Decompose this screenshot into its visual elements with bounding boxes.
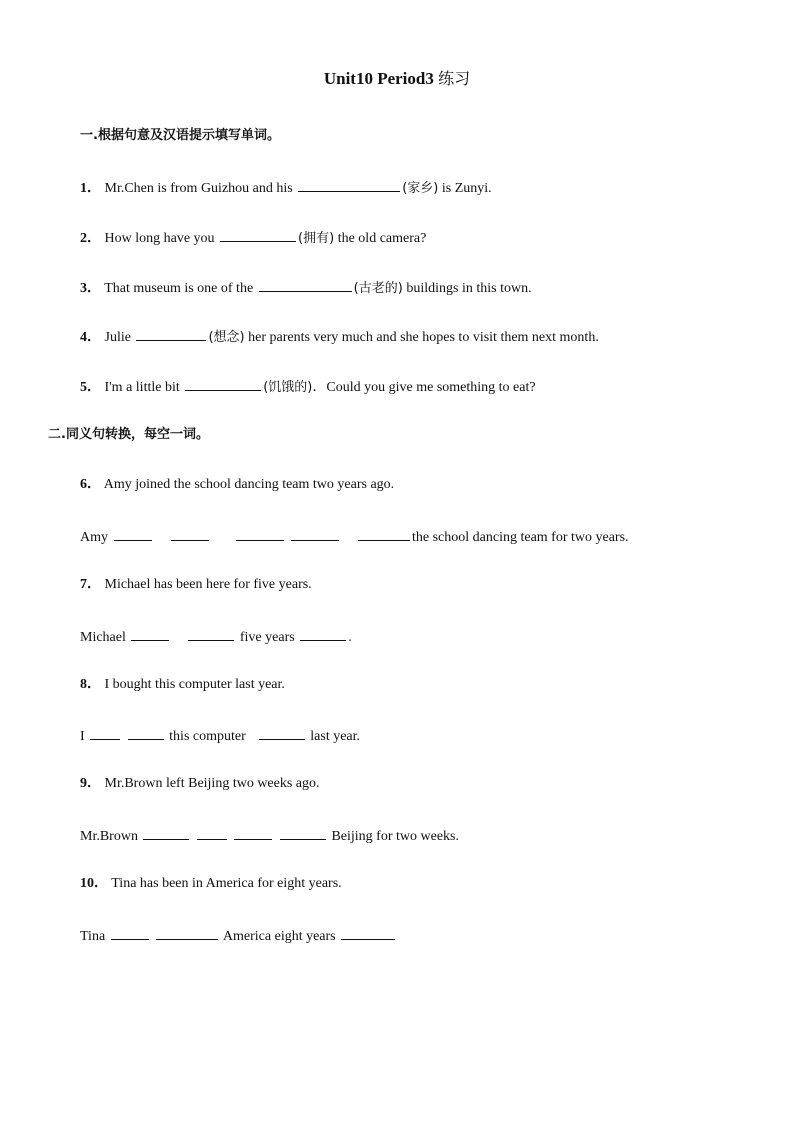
answer-blank[interactable]: [188, 626, 234, 641]
answer-blank[interactable]: [90, 725, 120, 740]
question-text: I bought this computer last year.: [104, 677, 285, 692]
question-8: [80, 676, 285, 694]
question-3: [80, 277, 532, 298]
rewrite-end: the school dancing team for two years.: [412, 530, 629, 545]
answer-blank[interactable]: [111, 925, 149, 940]
rewrite-start: Michael: [80, 630, 126, 645]
question-4: [80, 326, 599, 347]
question-text: Tina has been in America for eight years.: [111, 876, 342, 891]
question-text: Amy joined the school dancing team two years ago.: [103, 477, 395, 492]
chinese-hint: (饥饿的): [263, 380, 313, 395]
answer-line-10: [80, 925, 397, 946]
rewrite-start: Tina: [80, 929, 106, 944]
question-text-a: That museum is one of the: [104, 281, 254, 296]
rewrite-start: Amy: [80, 530, 108, 545]
answer-blank[interactable]: [171, 526, 209, 541]
rewrite-mid: five years: [239, 630, 295, 645]
question-number: 1．: [80, 181, 101, 196]
rewrite-start: Mr.Brown: [80, 829, 138, 844]
question-number: 6．: [80, 477, 101, 492]
question-text-b: ．Could you give me something to eat?: [312, 380, 536, 395]
answer-line-8: [80, 725, 360, 746]
question-2: [80, 227, 426, 248]
rewrite-end: Beijing for two weeks.: [331, 829, 459, 844]
question-6: [80, 476, 394, 494]
chinese-hint: (想念): [208, 330, 245, 345]
question-number: 8．: [80, 677, 101, 692]
question-text-b: is Zunyi.: [441, 181, 492, 196]
answer-blank[interactable]: [234, 825, 272, 840]
answer-blank[interactable]: [156, 925, 218, 940]
section-2-heading: 二.同义句转换，每空一词。: [48, 427, 209, 442]
question-1: [80, 177, 492, 198]
chinese-hint: (家乡): [402, 181, 439, 196]
answer-blank[interactable]: [197, 825, 227, 840]
answer-blank[interactable]: [259, 277, 352, 292]
answer-blank[interactable]: [128, 725, 164, 740]
title-english: Unit10 Period3: [323, 69, 434, 88]
answer-blank[interactable]: [291, 526, 339, 541]
page-title: [0, 66, 794, 89]
answer-blank[interactable]: [259, 725, 305, 740]
answer-blank[interactable]: [341, 925, 395, 940]
answer-blank[interactable]: [220, 227, 296, 242]
question-text-a: Mr.Chen is from Guizhou and his: [104, 181, 293, 196]
question-5: [80, 376, 536, 397]
answer-line-7: [80, 626, 352, 647]
rewrite-end: last year.: [310, 729, 361, 744]
answer-blank[interactable]: [236, 526, 284, 541]
question-text: Mr.Brown left Beijing two weeks ago.: [104, 776, 320, 791]
question-number: 4．: [80, 330, 101, 345]
chinese-hint: (古老的): [353, 281, 403, 296]
answer-blank[interactable]: [358, 526, 410, 541]
answer-blank[interactable]: [114, 526, 152, 541]
question-number: 3．: [80, 281, 101, 296]
question-7: [80, 576, 312, 594]
question-number: 2．: [80, 231, 101, 246]
question-text-b: her parents very much and she hopes to visit them next month.: [248, 330, 599, 345]
answer-line-6: [80, 526, 629, 547]
chinese-hint: (拥有): [298, 231, 335, 246]
answer-blank[interactable]: [185, 376, 261, 391]
rewrite-end: .: [348, 630, 352, 645]
title-chinese: 练习: [438, 69, 471, 88]
question-text-a: I'm a little bit: [104, 380, 180, 395]
question-number: 7．: [80, 577, 101, 592]
question-text-a: How long have you: [104, 231, 215, 246]
question-text-b: the old camera?: [337, 231, 427, 246]
question-10: [80, 875, 342, 893]
answer-blank[interactable]: [136, 326, 206, 341]
question-text-a: Julie: [104, 330, 131, 345]
question-text: Michael has been here for five years.: [104, 577, 312, 592]
question-number: 5．: [80, 380, 101, 395]
rewrite-mid: this computer: [169, 729, 246, 744]
answer-blank[interactable]: [280, 825, 326, 840]
answer-blank[interactable]: [131, 626, 169, 641]
rewrite-mid: America eight years: [222, 929, 336, 944]
answer-blank[interactable]: [298, 177, 400, 192]
question-number: 10．: [80, 876, 108, 891]
question-number: 9．: [80, 776, 101, 791]
answer-blank[interactable]: [300, 626, 346, 641]
question-9: [80, 775, 320, 793]
answer-blank[interactable]: [143, 825, 189, 840]
answer-line-9: [80, 825, 459, 846]
rewrite-start: I: [80, 729, 85, 744]
question-text-b: buildings in this town.: [406, 281, 532, 296]
section-1-heading: 一.根据句意及汉语提示填写单词。: [80, 128, 280, 143]
